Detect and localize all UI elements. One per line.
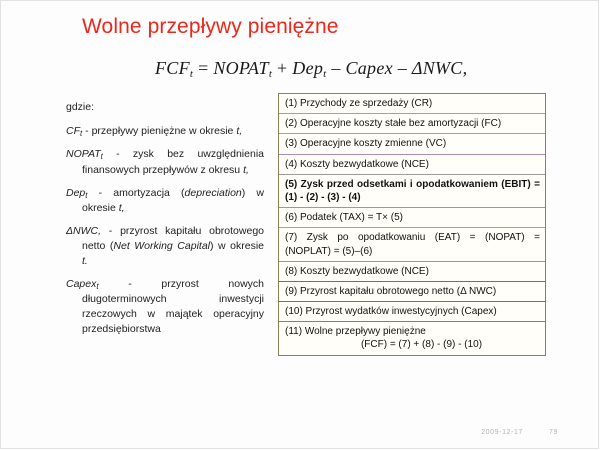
legend-text-dep: - amortyzacja (: [87, 186, 185, 199]
legend-item-cf: [66, 124, 264, 139]
table-row: (7) Zysk po opodatkowaniu (EAT) = (NOPAT) = (NOPLAT) = (5)–(6): [279, 228, 545, 261]
table-row: (1) Przychody ze sprzedaży (CR): [279, 94, 545, 114]
table-row: (10) Przyrost wydatków inwestycyjnych (Capex): [279, 302, 545, 322]
legend-text-cf: - przepływy pieniężne w okresie: [82, 124, 237, 137]
table-row: (3) Operacyjne koszty zmienne (VC): [279, 134, 545, 154]
legend-symbol-nwc: ΔNWC,: [66, 224, 102, 237]
legend-item-nwc: [66, 224, 264, 269]
table-row: (2) Operacyjne koszty stałe bez amortyzacji (FC): [279, 114, 545, 134]
legend-tail-cf: t,: [236, 124, 243, 137]
fcf-formula: [155, 58, 467, 80]
formula-lhs-subscript: t: [189, 68, 194, 80]
formula-lhs: FCF: [155, 58, 190, 78]
legend-tail-nopat: t,: [243, 163, 249, 176]
legend-english-dep: depreciation: [184, 186, 242, 199]
table-row: (8) Koszty bezwydatkowe (NCE): [279, 262, 545, 282]
table-row: (5) Zysk przed odsetkami i opodatkowaniem (EBIT) = (1) - (2) - (3) - (4): [279, 175, 545, 208]
table-row: (4) Koszty bezwydatkowe (NCE): [279, 155, 545, 175]
legend-item-dep: [66, 186, 264, 216]
formula-term2-subscript: t: [323, 68, 327, 80]
legend-item-capex: [66, 277, 264, 337]
page-title: Wolne przepływy pieniężne: [82, 15, 339, 38]
formula-term2: Dep: [292, 58, 324, 78]
table-row: [279, 322, 545, 354]
legend-symbol-dep: Dep$_t$: [66, 186, 88, 200]
legend-text2-dep: ) w okresie: [82, 186, 264, 214]
legend-column: [66, 100, 264, 345]
legend-symbol-capex: Capex$_t$: [66, 277, 99, 291]
formula-term1: NOPAT: [213, 58, 269, 78]
formula-minus-1: –: [326, 58, 346, 78]
legend-text-nopat: - zysk bez uwzględnienia finansowych przepływów z okresu: [82, 148, 264, 176]
formula-term1-subscript: t: [268, 68, 273, 80]
legend-symbol-nopat: $NOPAT_t$: [66, 148, 103, 162]
legend-text-nwc: - przyrost kapitału obrotowego netto (: [82, 224, 264, 253]
cash-flow-table: [278, 93, 546, 356]
formula-term4: ΔNWC,: [411, 58, 468, 78]
table-row: (9) Przyrost kapitału obrotowego netto (Δ NWC): [279, 282, 545, 302]
legend-english-nwc: Net Working Capital: [113, 240, 210, 253]
legend-text2-nwc: ) w okresie: [210, 240, 264, 253]
legend-heading: gdzie:: [66, 101, 95, 113]
table-row-line1: (11) Wolne przepływy pieniężne: [285, 326, 426, 338]
table-row: (6) Podatek (TAX) = T× (5): [279, 208, 545, 228]
legend-tail-dep: t,: [118, 201, 125, 214]
formula-term3: Capex: [345, 58, 393, 78]
legend-symbol-cf: $CF_t$: [66, 124, 83, 138]
formula-plus: +: [272, 58, 293, 78]
formula-equals: =: [193, 58, 214, 78]
table-row-line2: (FCF) = (7) + (8) - (9) - (10): [360, 339, 483, 351]
legend-text-capex: - przyrost nowych długoterminowych inwestycji rzeczowych w majątek operacyjny przedsiębiorstwa: [82, 277, 264, 336]
footer-page-number: 79: [549, 429, 558, 436]
formula-minus-2: –: [392, 58, 412, 78]
slide-footer: [481, 429, 558, 436]
footer-date: 2009-12-17: [481, 429, 523, 436]
legend-tail-nwc: t.: [82, 255, 88, 268]
legend-item-nopat: [66, 147, 264, 177]
